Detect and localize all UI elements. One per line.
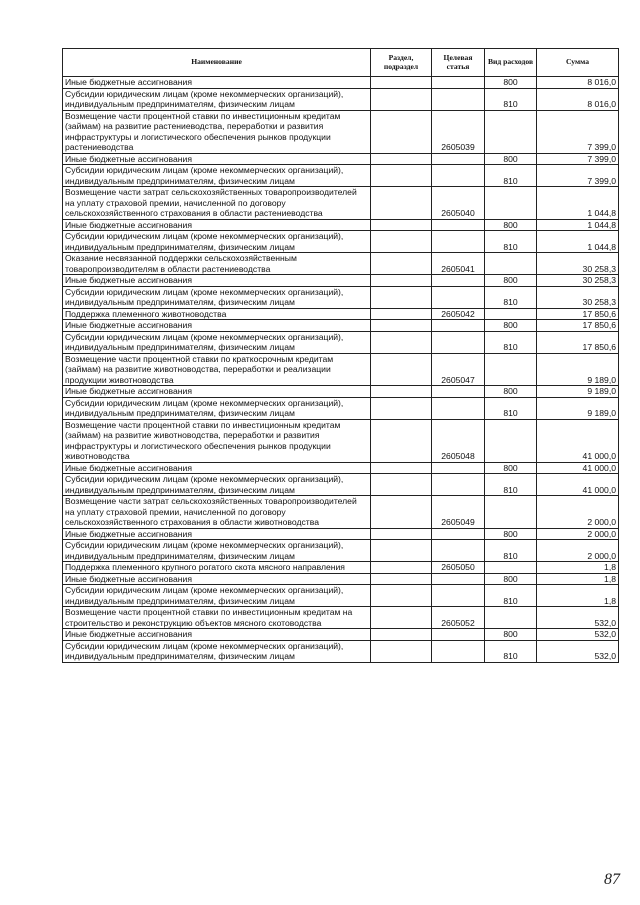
row-sum-cell: 7 399,0 — [537, 165, 619, 187]
row-name-cell: Субсидии юридическим лицам (кроме некоммерческих организаций), индивидуальным предпринимателям, физическим лицам — [63, 165, 371, 187]
row-sum-cell: 17 850,6 — [537, 331, 619, 353]
row-sum-cell: 532,0 — [537, 607, 619, 629]
row-sum-cell: 9 189,0 — [537, 353, 619, 386]
table-row — [63, 110, 619, 153]
row-kind-cell — [485, 353, 537, 386]
row-section-cell — [371, 165, 432, 187]
row-sum-cell: 1,8 — [537, 585, 619, 607]
row-kind-cell: 810 — [485, 585, 537, 607]
row-kind-cell: 810 — [485, 165, 537, 187]
row-target-cell: 2605042 — [432, 308, 485, 320]
row-section-cell — [371, 386, 432, 398]
row-target-cell: 2605047 — [432, 353, 485, 386]
row-section-cell — [371, 496, 432, 529]
row-kind-cell: 810 — [485, 397, 537, 419]
row-sum-cell: 2 000,0 — [537, 528, 619, 540]
row-target-cell — [432, 474, 485, 496]
row-sum-cell: 9 189,0 — [537, 397, 619, 419]
row-target-cell — [432, 640, 485, 662]
row-target-cell — [432, 275, 485, 287]
row-target-cell — [432, 573, 485, 585]
row-target-cell: 2605048 — [432, 419, 485, 462]
table-row — [63, 320, 619, 332]
row-target-cell — [432, 231, 485, 253]
row-section-cell — [371, 253, 432, 275]
header-name: Наименование — [63, 49, 371, 77]
row-sum-cell: 2 000,0 — [537, 540, 619, 562]
row-section-cell — [371, 607, 432, 629]
row-kind-cell — [485, 308, 537, 320]
row-sum-cell: 41 000,0 — [537, 474, 619, 496]
row-name-cell: Иные бюджетные ассигнования — [63, 275, 371, 287]
row-kind-cell — [485, 496, 537, 529]
budget-table — [62, 48, 619, 663]
row-section-cell — [371, 640, 432, 662]
table-row — [63, 353, 619, 386]
row-section-cell — [371, 474, 432, 496]
row-name-cell: Субсидии юридическим лицам (кроме некоммерческих организаций), индивидуальным предпринимателям, физическим лицам — [63, 640, 371, 662]
row-kind-cell: 800 — [485, 77, 537, 89]
table-header — [63, 49, 619, 77]
row-name-cell: Субсидии юридическим лицам (кроме некоммерческих организаций), индивидуальным предпринимателям, физическим лицам — [63, 585, 371, 607]
table-row — [63, 397, 619, 419]
header-target: Целевая статья — [432, 49, 485, 77]
row-sum-cell: 8 016,0 — [537, 77, 619, 89]
row-sum-cell: 17 850,6 — [537, 308, 619, 320]
table-row — [63, 528, 619, 540]
table-row — [63, 286, 619, 308]
table-row — [63, 419, 619, 462]
row-sum-cell: 1 044,8 — [537, 219, 619, 231]
row-target-cell — [432, 77, 485, 89]
row-target-cell: 2605052 — [432, 607, 485, 629]
row-sum-cell: 41 000,0 — [537, 419, 619, 462]
row-name-cell: Субсидии юридическим лицам (кроме некоммерческих организаций), индивидуальным предпринимателям, физическим лицам — [63, 540, 371, 562]
row-name-cell: Оказание несвязанной поддержки сельскохозяйственным товаропроизводителям в области растениеводства — [63, 253, 371, 275]
row-name-cell: Иные бюджетные ассигнования — [63, 528, 371, 540]
table-body — [63, 77, 619, 663]
row-target-cell — [432, 397, 485, 419]
row-target-cell — [432, 320, 485, 332]
row-target-cell: 2605040 — [432, 187, 485, 220]
row-kind-cell — [485, 253, 537, 275]
table-row — [63, 219, 619, 231]
row-section-cell — [371, 419, 432, 462]
row-name-cell: Иные бюджетные ассигнования — [63, 573, 371, 585]
row-section-cell — [371, 629, 432, 641]
row-kind-cell: 800 — [485, 153, 537, 165]
row-sum-cell: 1,8 — [537, 562, 619, 574]
row-section-cell — [371, 77, 432, 89]
row-target-cell: 2605050 — [432, 562, 485, 574]
row-sum-cell: 30 258,3 — [537, 253, 619, 275]
row-section-cell — [371, 286, 432, 308]
row-kind-cell: 800 — [485, 462, 537, 474]
row-kind-cell — [485, 562, 537, 574]
row-sum-cell: 7 399,0 — [537, 153, 619, 165]
row-name-cell: Иные бюджетные ассигнования — [63, 320, 371, 332]
row-kind-cell: 800 — [485, 386, 537, 398]
row-section-cell — [371, 110, 432, 153]
table-row — [63, 474, 619, 496]
row-kind-cell: 800 — [485, 275, 537, 287]
row-sum-cell: 8 016,0 — [537, 88, 619, 110]
table-row — [63, 187, 619, 220]
row-kind-cell: 810 — [485, 331, 537, 353]
row-target-cell — [432, 286, 485, 308]
row-sum-cell: 41 000,0 — [537, 462, 619, 474]
row-kind-cell: 800 — [485, 219, 537, 231]
table-row — [63, 331, 619, 353]
table-row — [63, 165, 619, 187]
row-sum-cell: 532,0 — [537, 640, 619, 662]
page-number: 87 — [604, 871, 620, 888]
row-target-cell — [432, 462, 485, 474]
row-name-cell: Возмещение части процентной ставки по инвестиционным кредитам (займам) на развитие животноводства, переработки и развития инфраструктуры и логистического обеспечения рынков продукции животноводства — [63, 419, 371, 462]
row-sum-cell: 17 850,6 — [537, 320, 619, 332]
row-target-cell — [432, 585, 485, 607]
row-section-cell — [371, 88, 432, 110]
row-section-cell — [371, 331, 432, 353]
row-section-cell — [371, 219, 432, 231]
row-sum-cell: 9 189,0 — [537, 386, 619, 398]
row-target-cell — [432, 165, 485, 187]
table-row — [63, 629, 619, 641]
row-target-cell: 2605049 — [432, 496, 485, 529]
row-target-cell: 2605039 — [432, 110, 485, 153]
row-target-cell — [432, 219, 485, 231]
row-kind-cell — [485, 607, 537, 629]
table-row — [63, 231, 619, 253]
row-section-cell — [371, 573, 432, 585]
row-name-cell: Субсидии юридическим лицам (кроме некоммерческих организаций), индивидуальным предпринимателям, физическим лицам — [63, 286, 371, 308]
row-section-cell — [371, 397, 432, 419]
row-kind-cell — [485, 187, 537, 220]
row-name-cell: Поддержка племенного крупного рогатого скота мясного направления — [63, 562, 371, 574]
row-name-cell: Иные бюджетные ассигнования — [63, 629, 371, 641]
row-name-cell: Субсидии юридическим лицам (кроме некоммерческих организаций), индивидуальным предпринимателям, физическим лицам — [63, 397, 371, 419]
row-kind-cell: 810 — [485, 474, 537, 496]
row-sum-cell: 30 258,3 — [537, 286, 619, 308]
row-target-cell — [432, 528, 485, 540]
row-name-cell: Возмещение части затрат сельскохозяйственных товаропроизводителей на уплату страховой премии, начисленной по договору сельскохозяйственного страхования в области животноводства — [63, 496, 371, 529]
row-section-cell — [371, 585, 432, 607]
row-section-cell — [371, 308, 432, 320]
row-kind-cell: 810 — [485, 286, 537, 308]
row-sum-cell: 532,0 — [537, 629, 619, 641]
row-section-cell — [371, 275, 432, 287]
row-name-cell: Поддержка племенного животноводства — [63, 308, 371, 320]
row-kind-cell: 800 — [485, 320, 537, 332]
table-row — [63, 562, 619, 574]
header-section: Раздел, подраздел — [371, 49, 432, 77]
header-sum: Сумма — [537, 49, 619, 77]
row-name-cell: Иные бюджетные ассигнования — [63, 219, 371, 231]
row-name-cell: Иные бюджетные ассигнования — [63, 386, 371, 398]
row-name-cell: Возмещение части процентной ставки по инвестиционным кредитам на строительство и реконструкцию объектов мясного скотоводства — [63, 607, 371, 629]
table-row — [63, 275, 619, 287]
row-section-cell — [371, 562, 432, 574]
table-row — [63, 386, 619, 398]
table-row — [63, 573, 619, 585]
row-kind-cell: 810 — [485, 540, 537, 562]
table-row — [63, 540, 619, 562]
row-sum-cell: 1 044,8 — [537, 187, 619, 220]
row-kind-cell: 810 — [485, 88, 537, 110]
row-name-cell: Иные бюджетные ассигнования — [63, 462, 371, 474]
table-row — [63, 585, 619, 607]
row-name-cell: Субсидии юридическим лицам (кроме некоммерческих организаций), индивидуальным предпринимателям, физическим лицам — [63, 331, 371, 353]
row-sum-cell: 1 044,8 — [537, 231, 619, 253]
header-kind: Вид расходов — [485, 49, 537, 77]
row-name-cell: Субсидии юридическим лицам (кроме некоммерческих организаций), индивидуальным предпринимателям, физическим лицам — [63, 88, 371, 110]
row-target-cell — [432, 331, 485, 353]
row-sum-cell: 7 399,0 — [537, 110, 619, 153]
table-row — [63, 496, 619, 529]
table-row — [63, 640, 619, 662]
row-section-cell — [371, 231, 432, 253]
row-sum-cell: 2 000,0 — [537, 496, 619, 529]
row-kind-cell: 810 — [485, 640, 537, 662]
row-target-cell: 2605041 — [432, 253, 485, 275]
row-kind-cell: 800 — [485, 528, 537, 540]
row-section-cell — [371, 540, 432, 562]
row-section-cell — [371, 320, 432, 332]
table-row — [63, 77, 619, 89]
table-row — [63, 462, 619, 474]
row-name-cell: Возмещение части затрат сельскохозяйственных товаропроизводителей на уплату страховой премии, начисленной по договору сельскохозяйственного страхования в области растениеводства — [63, 187, 371, 220]
row-section-cell — [371, 153, 432, 165]
row-section-cell — [371, 187, 432, 220]
row-kind-cell — [485, 419, 537, 462]
row-name-cell: Возмещение части процентной ставки по инвестиционным кредитам (займам) на развитие растениеводства, переработки и развития инфраструктуры и логистического обеспечения рынков продукции растениеводства — [63, 110, 371, 153]
table-row — [63, 88, 619, 110]
table-row — [63, 308, 619, 320]
row-target-cell — [432, 88, 485, 110]
table-row — [63, 253, 619, 275]
row-section-cell — [371, 462, 432, 474]
row-name-cell: Иные бюджетные ассигнования — [63, 153, 371, 165]
row-target-cell — [432, 629, 485, 641]
row-name-cell: Субсидии юридическим лицам (кроме некоммерческих организаций), индивидуальным предпринимателям, физическим лицам — [63, 474, 371, 496]
table-row — [63, 153, 619, 165]
row-sum-cell: 1,8 — [537, 573, 619, 585]
row-section-cell — [371, 528, 432, 540]
row-name-cell: Иные бюджетные ассигнования — [63, 77, 371, 89]
table-row — [63, 607, 619, 629]
row-kind-cell: 810 — [485, 231, 537, 253]
row-target-cell — [432, 386, 485, 398]
row-kind-cell: 800 — [485, 573, 537, 585]
row-section-cell — [371, 353, 432, 386]
row-target-cell — [432, 153, 485, 165]
row-name-cell: Субсидии юридическим лицам (кроме некоммерческих организаций), индивидуальным предпринимателям, физическим лицам — [63, 231, 371, 253]
row-target-cell — [432, 540, 485, 562]
row-sum-cell: 30 258,3 — [537, 275, 619, 287]
row-kind-cell: 800 — [485, 629, 537, 641]
row-name-cell: Возмещение части процентной ставки по краткосрочным кредитам (займам) на развитие животноводства, переработки и реализации продукции животноводства — [63, 353, 371, 386]
row-kind-cell — [485, 110, 537, 153]
